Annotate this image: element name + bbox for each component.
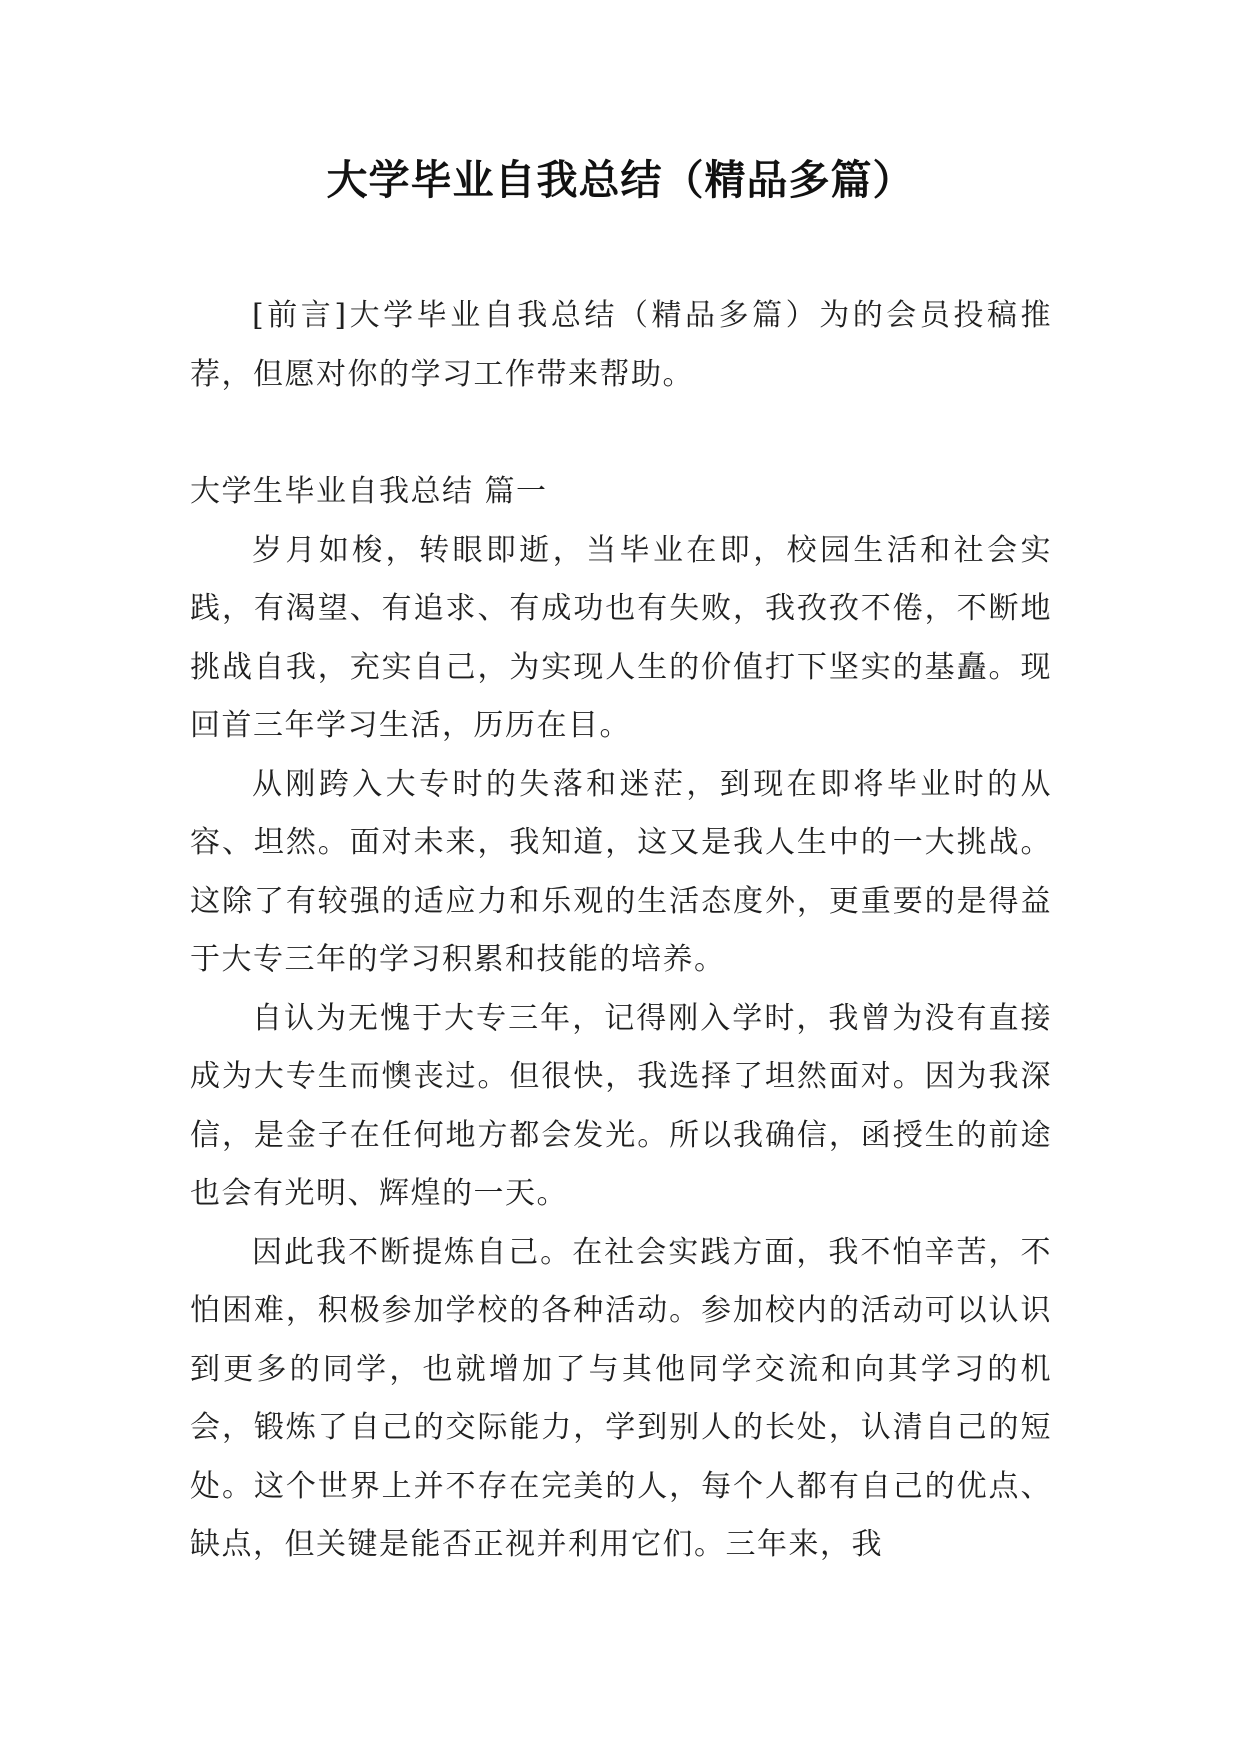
preface-block	[190, 287, 1052, 404]
section-heading: 大学生毕业自我总结 篇一	[190, 474, 548, 509]
body-paragraph: 岁月如梭，转眼即逝，当毕业在即，校园生活和社会实践，有渴望、有追求、有成功也有失败，我孜孜不倦，不断地挑战自我，充实自己，为实现人生的价值打下坚实的基矗。现回首三年学习生活，历历在目。	[190, 532, 1052, 743]
body-paragraph: 因此我不断提炼自己。在社会实践方面，我不怕辛苦，不怕困难，积极参加学校的各种活动。参加校内的活动可以认识到更多的同学，也就增加了与其他同学交流和向其学习的机会，锻炼了自己的交际能力，学到别人的长处，认清自己的短处。这个世界上并不存在完美的人，每个人都有自己的优点、缺点，但关键是能否正视并利用它们。三年来，我	[190, 1234, 1052, 1562]
preface-paragraph: [前言]大学毕业自我总结（精品多篇）为的会员投稿推荐，但愿对你的学习工作带来帮助。	[190, 298, 1052, 392]
body-paragraph: 从刚跨入大专时的失落和迷茫，到现在即将毕业时的从容、坦然。面对未来，我知道，这又是我人生中的一大挑战。这除了有较强的适应力和乐观的生活态度外，更重要的是得益于大专三年的学习积累和技能的培养。	[190, 766, 1052, 977]
section-one	[190, 463, 1052, 1575]
document-title: 大学毕业自我总结（精品多篇）	[326, 156, 915, 204]
body-paragraph: 自认为无愧于大专三年，记得刚入学时，我曾为没有直接成为大专生而懊丧过。但很快，我选择了坦然面对。因为我深信，是金子在任何地方都会发光。所以我确信，函授生的前途也会有光明、辉煌的一天。	[190, 1000, 1052, 1211]
